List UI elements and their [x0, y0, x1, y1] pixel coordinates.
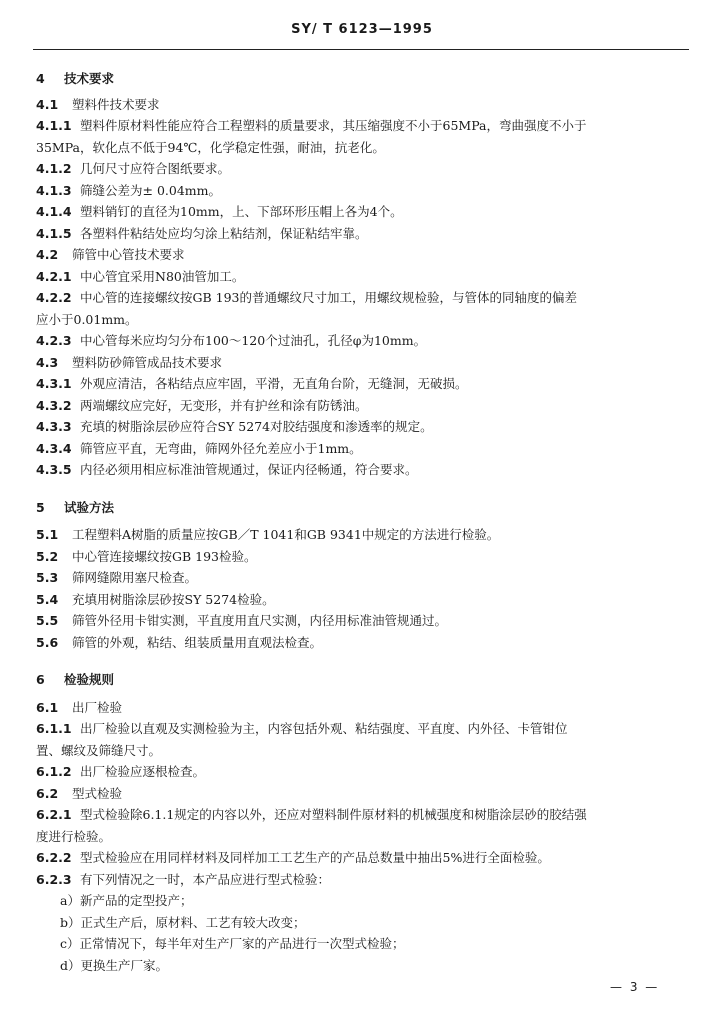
clause-number: 6.2.2 — [36, 850, 72, 865]
list-item-c: c）正常情况下，每半年对生产厂家的产品进行一次型式检验； — [60, 936, 405, 951]
clause-number: 5.1 — [36, 527, 59, 542]
section-number: 4 — [36, 71, 45, 86]
clause-number: 5.3 — [36, 570, 59, 585]
clause-number: 6.1.1 — [36, 721, 72, 736]
clause-text: 外观应清洁，各粘结点应牢固，平滑，无直角台阶，无缝洞，无破损。 — [80, 376, 468, 391]
clause-number: 4.2.3 — [36, 333, 72, 348]
clause-number: 6.2.1 — [36, 807, 72, 822]
clause-number: 4.3.1 — [36, 376, 72, 391]
clause-text: 中心管每米应均匀分布100～120个过油孔，孔径φ为10mm。 — [80, 333, 427, 348]
clause-4-1-3 — [36, 180, 684, 202]
clause-number: 6.1.2 — [36, 764, 72, 779]
clause-number: 5.2 — [36, 548, 59, 564]
clause-text: 内径必须用相应标准油管规通过，保证内径畅通，符合要求。 — [80, 462, 418, 477]
clause-text: 两端螺纹应完好，无变形，并有护丝和涂有防锈油。 — [80, 397, 368, 413]
clause-5-1 — [36, 524, 684, 546]
page-number: — 3 — — [610, 980, 660, 994]
clause-text: 筛管应平直，无弯曲，筛网外径允差应小于1mm。 — [80, 440, 362, 456]
clause-4-2-1 — [36, 266, 684, 288]
clause-text: 出厂检验 — [72, 699, 123, 715]
clause-number: 4.3.5 — [36, 462, 72, 477]
clause-text: 型式检验除6.1.1规定的内容以外，还应对塑料制件原材料的机械强度和树脂涂层砂的胶结强 — [80, 807, 587, 822]
clause-number: 4.3.3 — [36, 419, 72, 434]
clause-number: 4.3.4 — [36, 440, 72, 456]
clause-6-2-2 — [36, 847, 684, 869]
clause-number: 4.3.2 — [36, 397, 72, 413]
header-rule — [33, 49, 689, 50]
clause-text: 中心管连接螺纹按GB 193检验。 — [72, 548, 257, 564]
clause-number: 5.6 — [36, 634, 59, 650]
clause-number: 4.1.1 — [36, 118, 72, 133]
clause-4-2-2 — [36, 287, 684, 309]
clause-text: 充填用树脂涂层砂按SY 5274检验。 — [72, 591, 275, 607]
clause-4-3-5 — [36, 459, 684, 481]
clause-number: 6.1 — [36, 699, 59, 715]
clause-text: 筛网缝隙用塞尺检查。 — [72, 570, 198, 585]
section-title: 检验规则 — [64, 672, 115, 687]
clause-4-1-1 — [36, 115, 684, 137]
clause-number: 4.2.1 — [36, 268, 72, 284]
clause-number: 6.2 — [36, 785, 59, 801]
clause-text: 有下列情况之一时，本产品应进行型式检验： — [80, 871, 331, 887]
clause-number: 4.1.2 — [36, 161, 72, 176]
clause-text: 筛缝公差为± 0.04mm。 — [80, 182, 221, 198]
section-title: 试验方法 — [64, 499, 115, 515]
clause-6-1-1 — [36, 718, 684, 740]
clause-text: 塑料防砂筛管成品技术要求 — [72, 354, 223, 370]
clause-4-1-1-continued: 35MPa，软化点不低于94℃，化学稳定性强，耐油，抗老化。 — [36, 139, 385, 155]
section-4-heading — [36, 68, 684, 90]
clause-number: 4.1.3 — [36, 182, 72, 198]
clause-text: 工程塑料A树脂的质量应按GB／T 1041和GB 9341中规定的方法进行检验。 — [72, 527, 500, 542]
clause-text: 出厂检验应逐根检查。 — [80, 764, 206, 779]
clause-4-3 — [36, 352, 684, 374]
clause-number: 4.2 — [36, 247, 59, 262]
clause-text: 筛管外径用卡钳实测，平直度用直尺实测，内径用标准油管规通过。 — [72, 613, 448, 628]
clause-number: 4.1 — [36, 96, 59, 112]
document-body — [36, 62, 684, 976]
clause-text: 筛管的外观，粘结、组装质量用直观法检查。 — [72, 634, 323, 650]
clause-text: 型式检验应在用同样材料及同样加工工艺生产的产品总数量中抽出5%进行全面检验。 — [80, 850, 550, 865]
clause-text: 中心管宜采用N80油管加工。 — [80, 268, 245, 284]
clause-4-3-1 — [36, 373, 684, 395]
clause-5-6 — [36, 632, 684, 654]
clause-5-3 — [36, 567, 684, 589]
clause-text: 型式检验 — [72, 785, 123, 801]
clause-4-3-4 — [36, 438, 684, 460]
clause-6-2 — [36, 783, 684, 805]
clause-6-2-1 — [36, 804, 684, 826]
clause-number: 5.5 — [36, 613, 59, 628]
document-code-header: SY/ T 6123—1995 — [291, 22, 433, 37]
clause-4-1-4 — [36, 201, 684, 223]
clause-4-1 — [36, 94, 684, 116]
clause-text: 充填的树脂涂层砂应符合SY 5274对胶结强度和渗透率的规定。 — [80, 419, 433, 434]
clause-5-5 — [36, 610, 684, 632]
list-item-d: d）更换生产厂家。 — [60, 957, 169, 973]
clause-number: 4.2.2 — [36, 290, 72, 305]
clause-text: 几何尺寸应符合图纸要求。 — [80, 161, 231, 176]
section-title: 技术要求 — [64, 71, 115, 86]
clause-5-2 — [36, 546, 684, 568]
clause-text: 塑料件技术要求 — [72, 96, 160, 112]
clause-6-1-1-continued: 置、螺纹及筛缝尺寸。 — [36, 742, 162, 758]
clause-4-2-3 — [36, 330, 684, 352]
clause-6-1 — [36, 697, 684, 719]
clause-4-3-3 — [36, 416, 684, 438]
clause-4-2 — [36, 244, 684, 266]
clause-number: 6.2.3 — [36, 871, 72, 887]
clause-number: 5.4 — [36, 591, 59, 607]
list-item-a: a）新产品的定型投产； — [60, 893, 193, 908]
clause-number: 4.1.4 — [36, 204, 72, 219]
clause-5-4 — [36, 589, 684, 611]
section-number: 5 — [36, 499, 45, 515]
section-5-heading — [36, 497, 684, 519]
section-number: 6 — [36, 672, 45, 687]
clause-text: 筛管中心管技术要求 — [72, 247, 185, 262]
clause-6-1-2 — [36, 761, 684, 783]
list-item-b: b）正式生产后，原材料、工艺有较大改变； — [60, 914, 306, 930]
clause-4-1-5 — [36, 223, 684, 245]
clause-4-1-2 — [36, 158, 684, 180]
clause-text: 塑料销钉的直径为10mm，上、下部环形压帽上各为4个。 — [80, 204, 403, 219]
section-6-heading — [36, 669, 684, 691]
clause-text: 塑料件原材料性能应符合工程塑料的质量要求，其压缩强度不小于65MPa，弯曲强度不小于 — [80, 118, 587, 133]
clause-4-3-2 — [36, 395, 684, 417]
clause-number: 4.1.5 — [36, 225, 72, 241]
clause-text: 出厂检验以直观及实测检验为主，内容包括外观、粘结强度、平直度、内外径、卡管钳位 — [80, 721, 568, 736]
clause-6-2-1-continued: 度进行检验。 — [36, 828, 112, 844]
clause-4-2-2-continued: 应小于0.01mm。 — [36, 311, 138, 327]
clause-text: 各塑料件粘结处应均匀涂上粘结剂，保证粘结牢靠。 — [80, 225, 368, 241]
clause-text: 中心管的连接螺纹按GB 193的普通螺纹尺寸加工，用螺纹规检验，与管体的同轴度的偏差 — [80, 290, 578, 305]
clause-number: 4.3 — [36, 354, 59, 370]
clause-6-2-3 — [36, 869, 684, 891]
